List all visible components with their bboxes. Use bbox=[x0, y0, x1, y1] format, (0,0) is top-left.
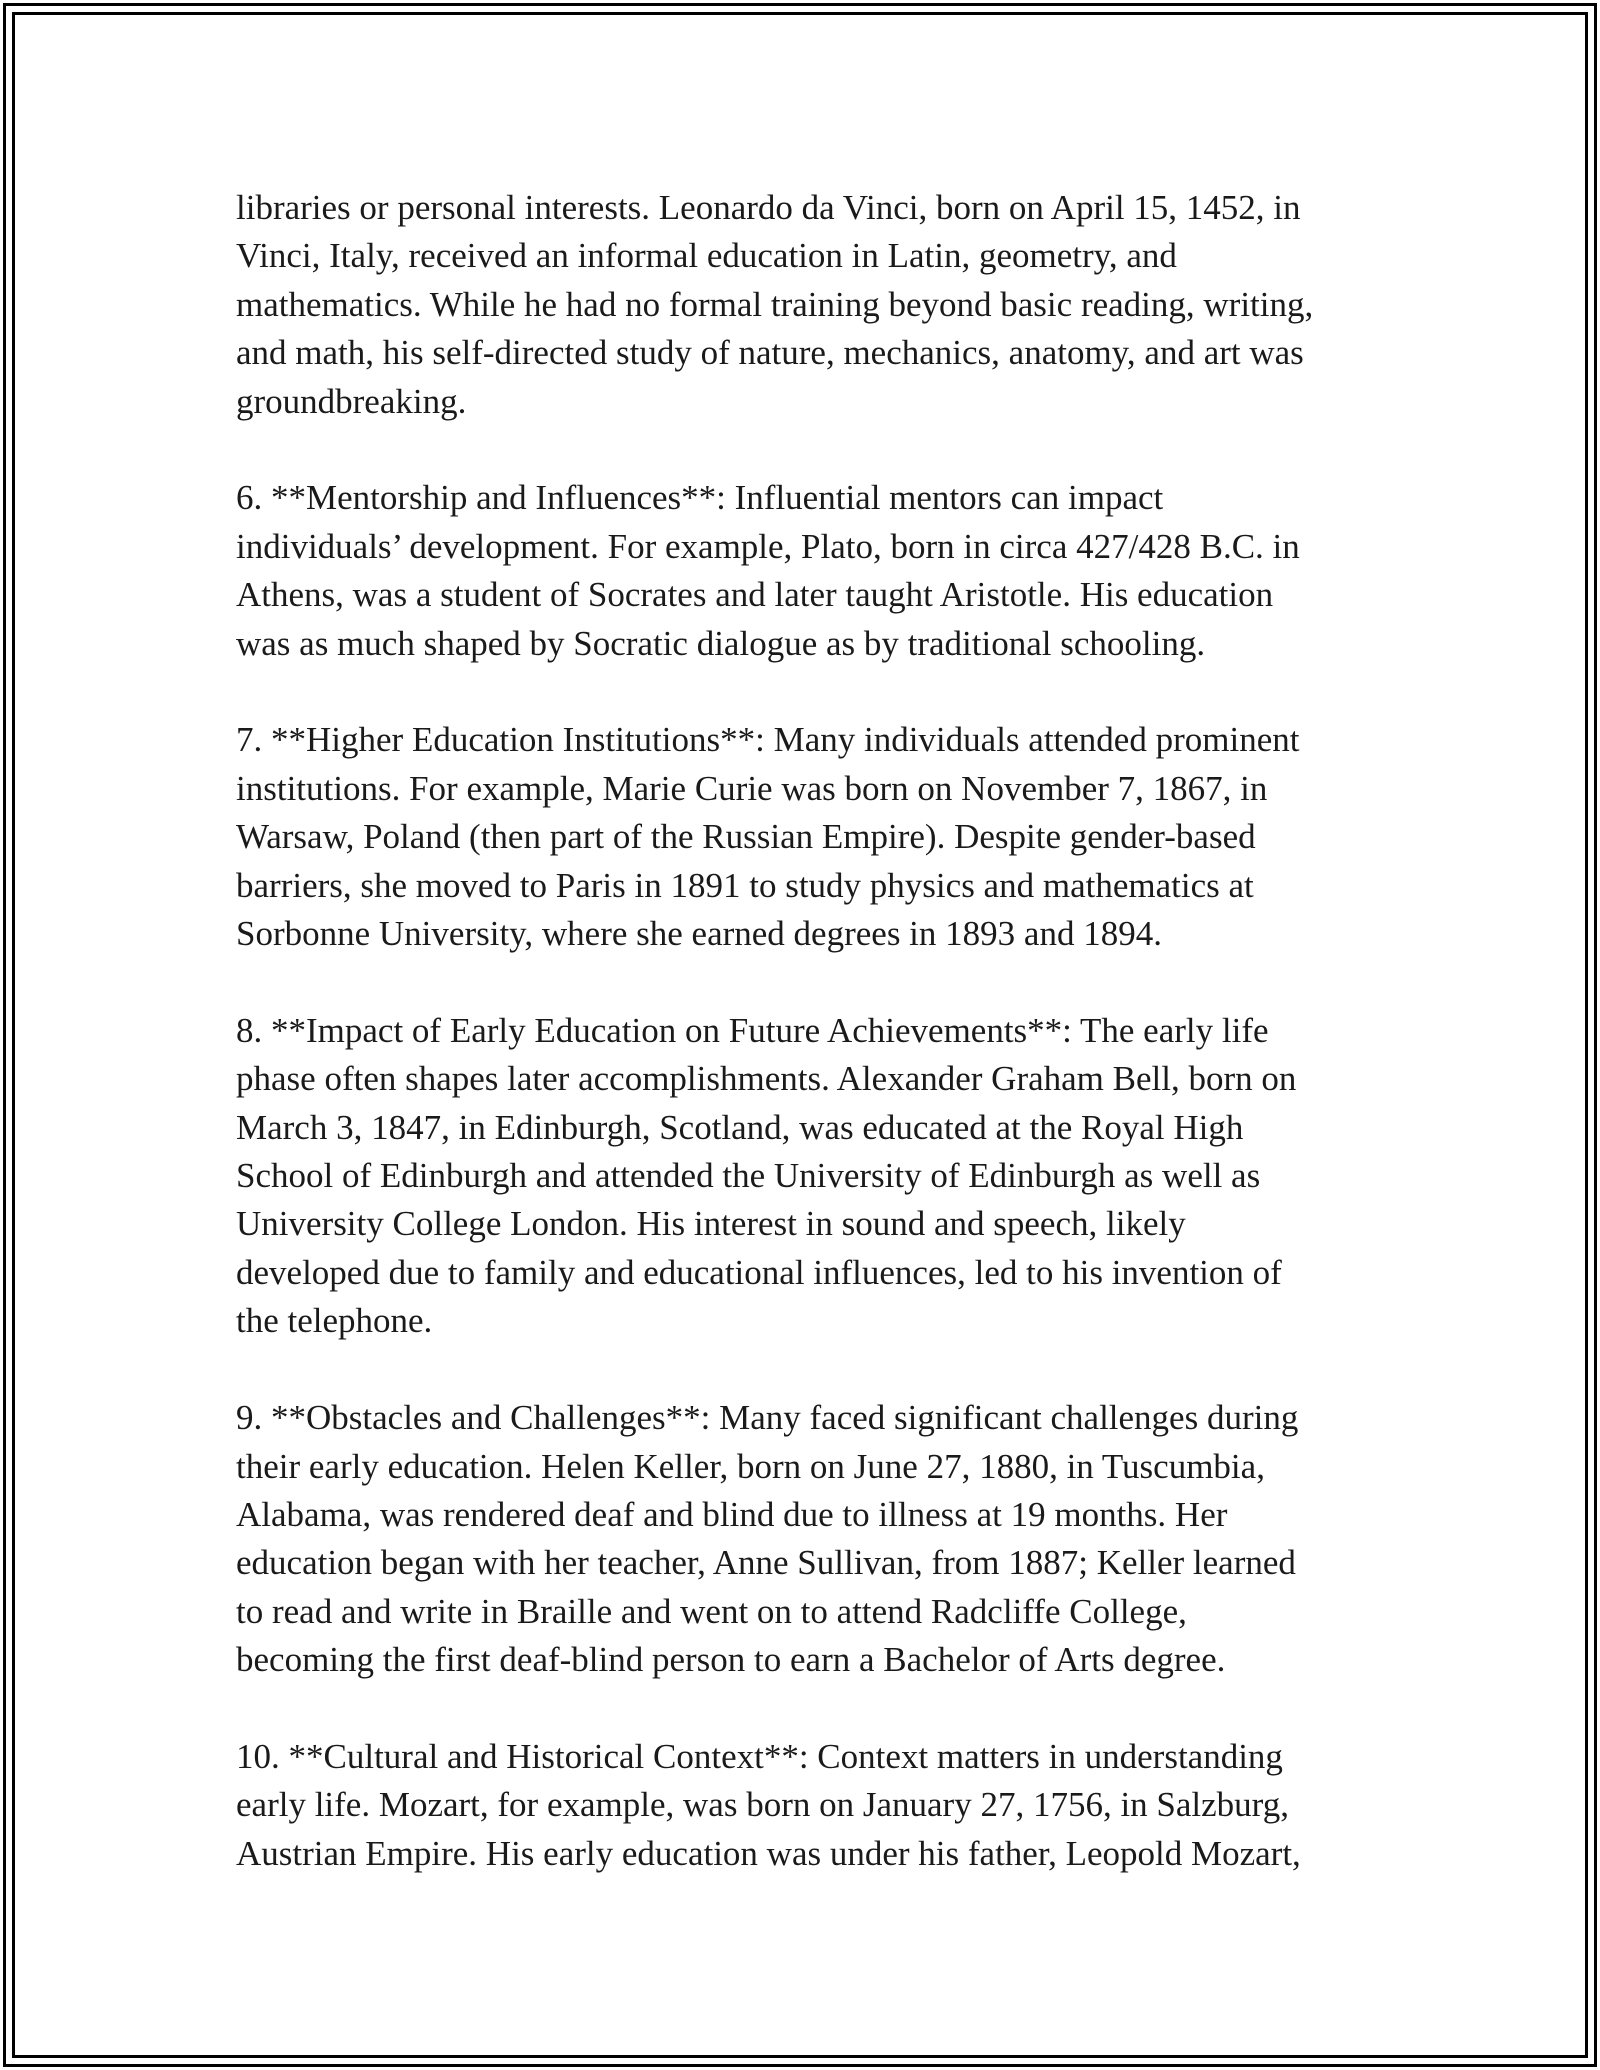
paragraph-cultural-context: 10. **Cultural and Historical Context**: Context matters in understanding early life. Mozart, for example, was born on January 27, 1756, in Salzburg, Austrian Empire. His early education was under his father, Leopold Mozart, bbox=[236, 1736, 1301, 1873]
paragraph-higher-education: 7. **Higher Education Institutions**: Many individuals attended prominent institutions. For example, Marie Curie was born on November 7, 1867, in Warsaw, Poland (then part of the Russian Empire). Despite gender-based barriers, she moved to Paris in 1891 to study physics and mathematics at Sorbonne University, where she earned degrees in 1893 and 1894. bbox=[236, 720, 1300, 954]
paragraph-mentorship: 6. **Mentorship and Influences**: Influential mentors can impact individuals’ development. For example, Plato, born in circa 427/428 B.C. in Athens, was a student of Socrates and later taught Aristotle. His education was as much shaped by Socratic dialogue as by traditional schooling. bbox=[236, 478, 1300, 663]
document-body bbox=[236, 184, 1376, 1927]
paragraph-obstacles: 9. **Obstacles and Challenges**: Many faced significant challenges during their early education. Helen Keller, born on June 27, 1880, in Tuscumbia, Alabama, was rendered deaf and blind due to illness at 19 months. Her education began with her teacher, Anne Sullivan, from 1887; Keller learned to read and write in Braille and went on to attend Radcliffe College, becoming the first deaf-blind person to earn a Bachelor of Arts degree. bbox=[236, 1398, 1299, 1680]
paragraph-early-education-impact: 8. **Impact of Early Education on Future Achievements**: The early life phase often shapes later accomplishments. Alexander Graham Bell, born on March 3, 1847, in Edinburgh, Scotland, was educated at the Royal High School of Edinburgh and attended the University of Edinburgh as well as University College London. His interest in sound and speech, likely developed due to family and educational influences, led to his invention of the telephone. bbox=[236, 1010, 1297, 1341]
paragraph-leonardo: libraries or personal interests. Leonardo da Vinci, born on April 15, 1452, in Vinci, Italy, received an informal education in Latin, geometry, and mathematics. While he had no formal training beyond basic reading, writing, and math, his self-directed study of nature, mechanics, anatomy, and art was groundbreaking. bbox=[236, 188, 1314, 421]
